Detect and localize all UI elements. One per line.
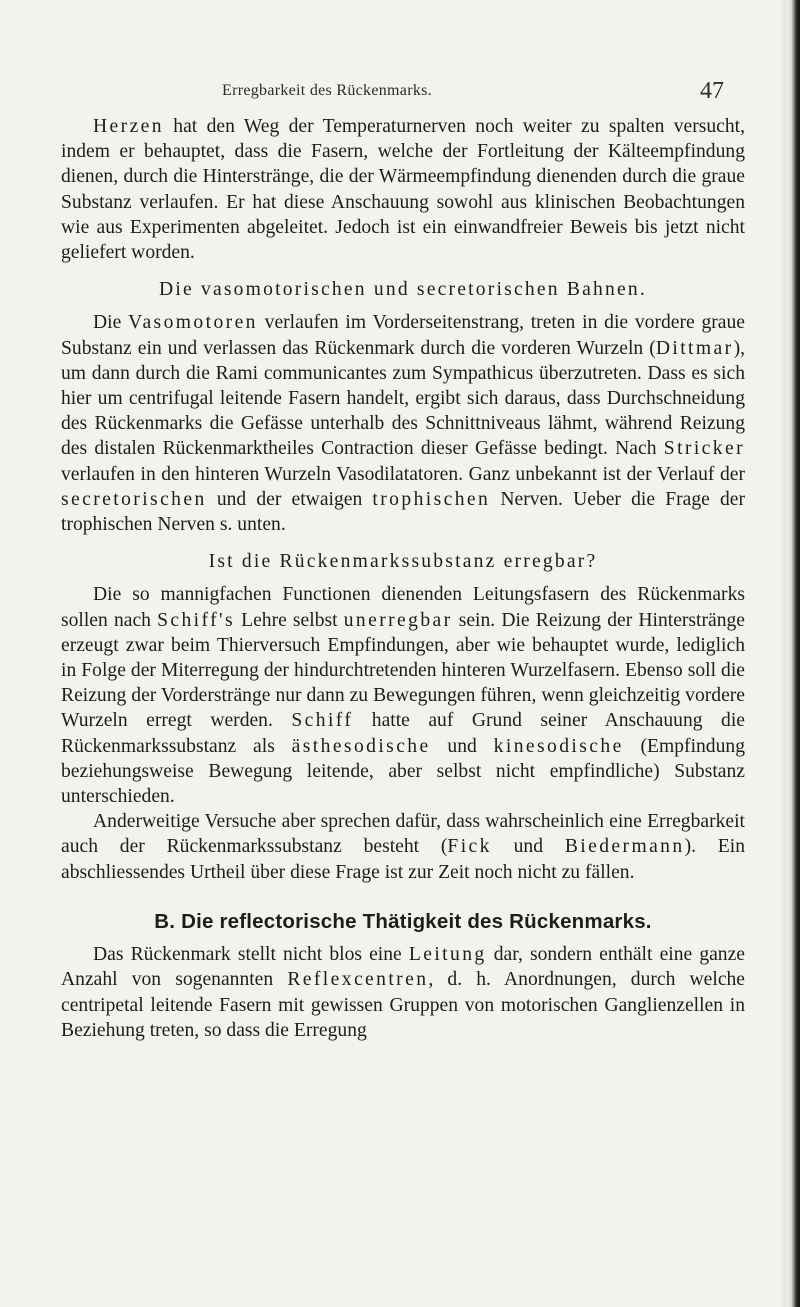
paragraph-vasomotoren: [61, 310, 745, 537]
text-run: Anderweitige Versuche aber sprechen dafür, dass wahrscheinlich eine Erregbarkeit auch der Rückenmarkssubstanz besteht (: [61, 811, 745, 858]
author-name: Stricker: [663, 438, 745, 460]
text-run: sein. Die Reizung der Hinterstränge erzeugt zwar beim Thierversuch Empfindungen, aber wie behauptet wurde, lediglich in Folge der Miterregung der hindurchtretenden hinteren Wurzelfasern. Ebenso soll die Reizung der Vorderstränge nur dann zu Bewegungen führen, wenn gleichzeitig vordere Wurzeln erregt werden.: [61, 609, 745, 732]
text-run: Nerven. Ueber die Frage der trophischen Nerven s. unten.: [61, 488, 745, 536]
text-run: Die so mannigfachen Functionen dienenden Leitungsfasern des Rückenmarks sollen nach: [61, 584, 745, 631]
text-run: Das Rückenmark stellt nicht blos eine: [93, 944, 409, 966]
running-header: [0, 78, 800, 106]
paragraph-schiff: [61, 582, 745, 809]
paragraph-herzen: [61, 114, 745, 265]
text-run: und: [491, 836, 565, 858]
text-run: ). Ein abschliessendes Urtheil über diese Frage ist zur Zeit noch nicht zu fällen.: [61, 836, 745, 883]
text-run: (Empfindung beziehungsweise Bewegung leitende, aber selbst nicht empfindliche) Substanz unterschieden.: [61, 735, 745, 808]
text-run: , d. h. Anordnungen, durch welche centripetal leitende Fasern mit gewissen Gruppen von motorischen Ganglienzellen in Beziehung treten, so dass die Erregung: [61, 969, 746, 1041]
term-secretorischen: secretorischen: [61, 488, 207, 510]
author-name: Biedermann: [564, 836, 685, 858]
text-run: verlaufen im Vorderseitenstrang, treten in die vordere graue Substanz ein und verlassen das Rückenmark durch die vorderen Wurzeln (: [61, 312, 745, 359]
text-run: dar, sondern enthält eine ganze Anzahl von sogenannten: [61, 944, 745, 991]
text-run: und der etwaigen: [206, 488, 373, 510]
text-run: hat den Weg der Temperaturnerven noch weiter zu spalten versucht, indem er behauptet, dass die Fasern, welche der Fortleitung der Kälteempfindung dienen, durch die Hinterstränge, die der Wärmeempfindung dienenden durch die graue Substanz verlaufen. Er hat diese Anschauung sowohl aus klinischen Beobachtungen wie aus Experimenten abgeleitet. Jedoch ist ein einwandfreier Beweis bis jetzt nicht geliefert worden.: [61, 116, 745, 264]
author-name: Herzen: [93, 116, 164, 137]
running-title: Erregbarkeit des Rückenmarks.: [222, 82, 432, 99]
text-run: ), um dann durch die Rami communicantes zum Sympathicus überzutreten. Dass es sich hier um centrifugal leitende Fasern handelt, ergibt sich daraus, dass Durchschneidung des Rückenmarks die Gefässe unterhalb des Schnittniveaus lähmt, während Reizung des distalen Rückenmarktheiles Contraction dieser Gefässe bedingt. Nach: [61, 337, 745, 460]
term-kinesodische: kinesodische: [493, 735, 624, 757]
section-heading-vasomotor: Die vasomotorischen und secretorischen Bahnen.: [158, 279, 648, 301]
term-unerregbar: unerregbar: [343, 609, 453, 631]
text-run: Lehre selbst: [234, 609, 344, 631]
section-heading-erregbar: Ist die Rückenmarkssubstanz erregbar?: [208, 551, 598, 573]
paragraph-anderweitige: [61, 809, 745, 885]
chapter-heading-reflectorisch: B. Die reflectorische Thätigkeit des Rückenmarks.: [154, 909, 652, 933]
body-text: [61, 114, 745, 1043]
author-name: Schiff: [291, 710, 354, 732]
term-vasomotoren: Vasomotoren: [128, 312, 258, 334]
term-trophischen: trophischen: [372, 488, 491, 510]
term-reflexcentren: Reflexcentren: [287, 969, 429, 991]
term-aesthesodische: ästhesodische: [291, 735, 431, 757]
text-run: und: [430, 735, 494, 757]
text-run: verlaufen in den hinteren Wurzeln Vasodilatatoren. Ganz unbekannt ist der Verlauf der: [61, 463, 745, 485]
term-leitung: Leitung: [408, 944, 487, 966]
text-run: hatte auf Grund seiner Anschauung die Rückenmarkssubstanz als: [61, 710, 745, 757]
author-name: Fick: [447, 836, 492, 858]
author-name: Dittmar: [655, 337, 734, 359]
book-spine-edge: [786, 0, 800, 1307]
page-number: 47: [700, 78, 724, 104]
author-name: Schiff's: [157, 609, 235, 631]
text-run: Die: [93, 312, 129, 334]
paragraph-reflexcentren: [61, 942, 745, 1043]
